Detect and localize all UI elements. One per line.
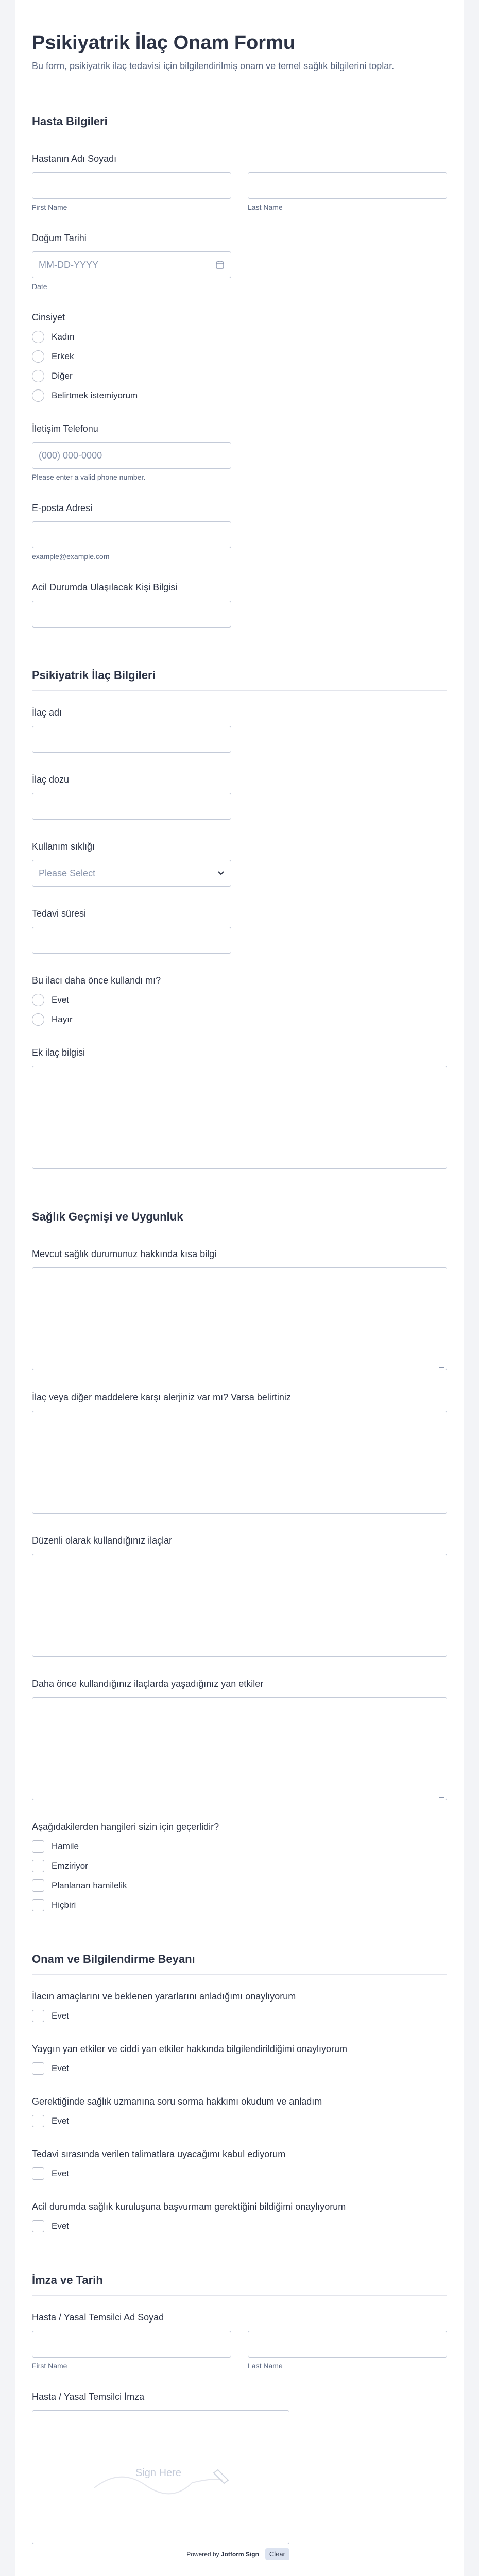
section-title-consent: Onam ve Bilgilendirme Beyanı xyxy=(32,1932,447,1975)
option-label: Hamile xyxy=(52,1841,79,1851)
checkbox-icon[interactable] xyxy=(32,1860,44,1872)
radio-icon[interactable] xyxy=(32,389,44,402)
field-consent-2 xyxy=(32,2043,447,2075)
field-phone xyxy=(32,422,447,481)
field-dob xyxy=(32,232,447,291)
checkbox-icon[interactable] xyxy=(32,1899,44,1911)
field-med-name xyxy=(32,706,447,753)
checkbox-icon[interactable] xyxy=(32,2167,44,2180)
patient-name-label: Hastanın Adı Soyadı xyxy=(32,154,117,164)
checkbox-icon[interactable] xyxy=(32,1879,44,1892)
applicable-option-hamile[interactable] xyxy=(32,1840,447,1853)
section-title-signature: İmza ve Tarih xyxy=(32,2253,447,2296)
form-header xyxy=(15,0,464,94)
field-consent-5 xyxy=(32,2200,447,2232)
applicable-option-planlanan[interactable] xyxy=(32,1879,447,1892)
consent-option-evet[interactable] xyxy=(32,2167,447,2180)
radio-icon[interactable] xyxy=(32,331,44,343)
form-description: Bu form, psikiyatrik ilaç tedavisi için bilgilendirilmiş onam ve temel sağlık bilgilerini toplar. xyxy=(32,61,395,71)
dob-input[interactable] xyxy=(32,251,231,278)
field-applicable xyxy=(32,1821,447,1911)
option-label: Evet xyxy=(52,2011,70,2021)
consent-option-evet[interactable] xyxy=(32,2010,447,2022)
form-card xyxy=(15,0,464,2576)
patient-first-name-input[interactable] xyxy=(32,172,231,199)
allergy-textarea[interactable] xyxy=(32,1411,447,1514)
field-consent-3 xyxy=(32,2095,447,2127)
consent-label: İlacın amaçlarını ve beklenen yararlarını anladığımı onaylıyorum xyxy=(32,1991,296,2002)
section-consent xyxy=(15,1932,464,2232)
side-effects-textarea[interactable] xyxy=(32,1697,447,1800)
powered-by-text: Powered by Jotform Sign xyxy=(186,2550,259,2558)
first-name-sublabel: First Name xyxy=(32,2362,67,2370)
section-signature xyxy=(15,2253,464,2576)
option-label: Evet xyxy=(52,2221,70,2231)
checkbox-icon[interactable] xyxy=(32,2115,44,2127)
resize-handle-icon[interactable] xyxy=(439,1649,444,1654)
signature-pad[interactable] xyxy=(32,2410,289,2544)
option-label: Evet xyxy=(52,2116,70,2126)
gender-option-kadin[interactable] xyxy=(32,331,447,343)
dob-label: Doğum Tarihi xyxy=(32,233,87,243)
first-name-sublabel: First Name xyxy=(32,203,67,211)
resize-handle-icon[interactable] xyxy=(439,1506,444,1511)
resize-handle-icon[interactable] xyxy=(439,1792,444,1798)
field-extra-med xyxy=(32,1046,447,1169)
email-sublabel: example@example.com xyxy=(32,552,110,561)
last-name-sublabel: Last Name xyxy=(248,2362,283,2370)
extra-med-label: Ek ilaç bilgisi xyxy=(32,1047,85,1058)
field-consent-1 xyxy=(32,1990,447,2022)
section-medication xyxy=(15,648,464,1169)
sign-here-placeholder: Sign Here xyxy=(135,2467,181,2479)
field-side-effects xyxy=(32,1677,447,1800)
option-label: Kadın xyxy=(52,332,75,342)
field-consent-4 xyxy=(32,2148,447,2180)
phone-placeholder: (000) 000-0000 xyxy=(39,450,102,461)
guardian-first-name-input[interactable] xyxy=(32,2331,231,2358)
frequency-label: Kullanım sıklığı xyxy=(32,841,95,852)
checkbox-icon[interactable] xyxy=(32,1840,44,1853)
signature-footer xyxy=(32,2548,289,2560)
option-label: Emziriyor xyxy=(52,1861,88,1871)
email-input[interactable] xyxy=(32,521,231,548)
field-patient-name xyxy=(32,152,447,211)
consent-label: Gerektiğinde sağlık uzmanına soru sorma hakkımı okudum ve anladım xyxy=(32,2096,322,2107)
phone-input[interactable] xyxy=(32,442,231,469)
current-health-label: Mevcut sağlık durumunuz hakkında kısa bilgi xyxy=(32,1249,217,1259)
radio-icon[interactable] xyxy=(32,370,44,382)
gender-option-belirtmek[interactable] xyxy=(32,389,447,402)
guardian-name-label: Hasta / Yasal Temsilci Ad Soyad xyxy=(32,2312,164,2323)
chevron-down-icon[interactable] xyxy=(217,871,225,876)
frequency-select[interactable] xyxy=(32,860,231,887)
emergency-input[interactable] xyxy=(32,601,231,628)
clear-signature-button[interactable]: Clear xyxy=(265,2548,289,2560)
field-regular-meds xyxy=(32,1534,447,1657)
field-current-health xyxy=(32,1248,447,1370)
duration-label: Tedavi süresi xyxy=(32,908,87,919)
applicable-option-hicbiri[interactable] xyxy=(32,1899,447,1911)
med-dose-input[interactable] xyxy=(32,793,231,820)
dob-placeholder: MM-DD-YYYY xyxy=(39,259,98,270)
option-label: Diğer xyxy=(52,371,73,381)
duration-input[interactable] xyxy=(32,927,231,954)
section-title-medication: Psikiyatrik İlaç Bilgileri xyxy=(32,648,447,691)
field-emergency xyxy=(32,581,447,628)
resize-handle-icon[interactable] xyxy=(439,1363,444,1368)
field-allergy xyxy=(32,1391,447,1514)
calendar-icon[interactable] xyxy=(215,260,225,269)
last-name-sublabel: Last Name xyxy=(248,203,283,211)
checkbox-icon[interactable] xyxy=(32,2220,44,2232)
current-health-textarea[interactable] xyxy=(32,1267,447,1370)
radio-icon[interactable] xyxy=(32,994,44,1006)
checkbox-icon[interactable] xyxy=(32,2010,44,2022)
section-title-patient: Hasta Bilgileri xyxy=(32,94,447,137)
option-label: Erkek xyxy=(52,351,74,361)
side-effects-label: Daha önce kullandığınız ilaçlarda yaşadığınız yan etkiler xyxy=(32,1679,264,1689)
radio-icon[interactable] xyxy=(32,350,44,363)
consent-option-evet[interactable] xyxy=(32,2062,447,2075)
field-med-dose xyxy=(32,773,447,820)
field-gender xyxy=(32,311,447,402)
gender-option-erkek[interactable] xyxy=(32,350,447,363)
option-label: Evet xyxy=(52,2063,70,2073)
checkbox-icon[interactable] xyxy=(32,2062,44,2075)
consent-label: Yaygın yan etkiler ve ciddi yan etkiler hakkında bilgilendirildiğimi onaylıyorum xyxy=(32,2044,347,2054)
regular-meds-textarea[interactable] xyxy=(32,1554,447,1657)
emergency-label: Acil Durumda Ulaşılacak Kişi Bilgisi xyxy=(32,582,178,592)
section-title-health: Sağlık Geçmişi ve Uygunluk xyxy=(32,1190,447,1232)
option-label: Belirtmek istemiyorum xyxy=(52,391,138,400)
phone-sublabel: Please enter a valid phone number. xyxy=(32,473,146,481)
section-patient xyxy=(15,94,464,628)
consent-option-evet[interactable] xyxy=(32,2115,447,2127)
med-name-label: İlaç adı xyxy=(32,707,62,718)
form-title: Psikiyatrik İlaç Onam Formu xyxy=(32,32,296,54)
guardian-last-name-input[interactable] xyxy=(248,2331,447,2358)
frequency-placeholder: Please Select xyxy=(39,868,96,878)
phone-label: İletişim Telefonu xyxy=(32,423,98,434)
section-health xyxy=(15,1190,464,1911)
option-label: Evet xyxy=(52,2168,70,2178)
regular-meds-label: Düzenli olarak kullandığınız ilaçlar xyxy=(32,1535,173,1546)
field-email xyxy=(32,502,447,561)
field-duration xyxy=(32,907,447,954)
consent-label: Tedavi sırasında verilen talimatlara uyacağımı kabul ediyorum xyxy=(32,2149,286,2159)
option-label: Hayır xyxy=(52,1014,73,1024)
used-before-option-evet[interactable] xyxy=(32,994,447,1006)
applicable-label: Aşağıdakilerden hangileri sizin için geçerlidir? xyxy=(32,1822,219,1832)
dob-sublabel: Date xyxy=(32,282,47,291)
option-label: Evet xyxy=(52,995,70,1005)
consent-label: Acil durumda sağlık kuruluşuna başvurmam gerektiğini bildiğimi onaylıyorum xyxy=(32,2201,346,2212)
allergy-label: İlaç veya diğer maddelere karşı alerjiniz var mı? Varsa belirtiniz xyxy=(32,1392,291,1402)
gender-label: Cinsiyet xyxy=(32,312,65,323)
option-label: Planlanan hamilelik xyxy=(52,1880,127,1890)
extra-med-textarea[interactable] xyxy=(32,1066,447,1169)
patient-last-name-input[interactable] xyxy=(248,172,447,199)
field-frequency xyxy=(32,840,447,887)
guardian-sig-label: Hasta / Yasal Temsilci İmza xyxy=(32,2392,145,2402)
gender-option-diger[interactable] xyxy=(32,370,447,382)
field-used-before xyxy=(32,974,447,1026)
consent-option-evet[interactable] xyxy=(32,2220,447,2232)
used-before-label: Bu ilacı daha önce kullandı mı? xyxy=(32,975,161,986)
med-name-input[interactable] xyxy=(32,726,231,753)
signature-swirl-icon xyxy=(89,2462,238,2498)
used-before-option-hayir[interactable] xyxy=(32,1013,447,1026)
email-label: E-posta Adresi xyxy=(32,503,93,513)
med-dose-label: İlaç dozu xyxy=(32,774,70,785)
field-guardian-signature xyxy=(32,2391,447,2560)
radio-icon[interactable] xyxy=(32,1013,44,1026)
resize-handle-icon[interactable] xyxy=(439,1161,444,1166)
option-label: Hiçbiri xyxy=(52,1900,76,1910)
applicable-option-emziriyor[interactable] xyxy=(32,1860,447,1872)
field-guardian-name xyxy=(32,2311,447,2370)
